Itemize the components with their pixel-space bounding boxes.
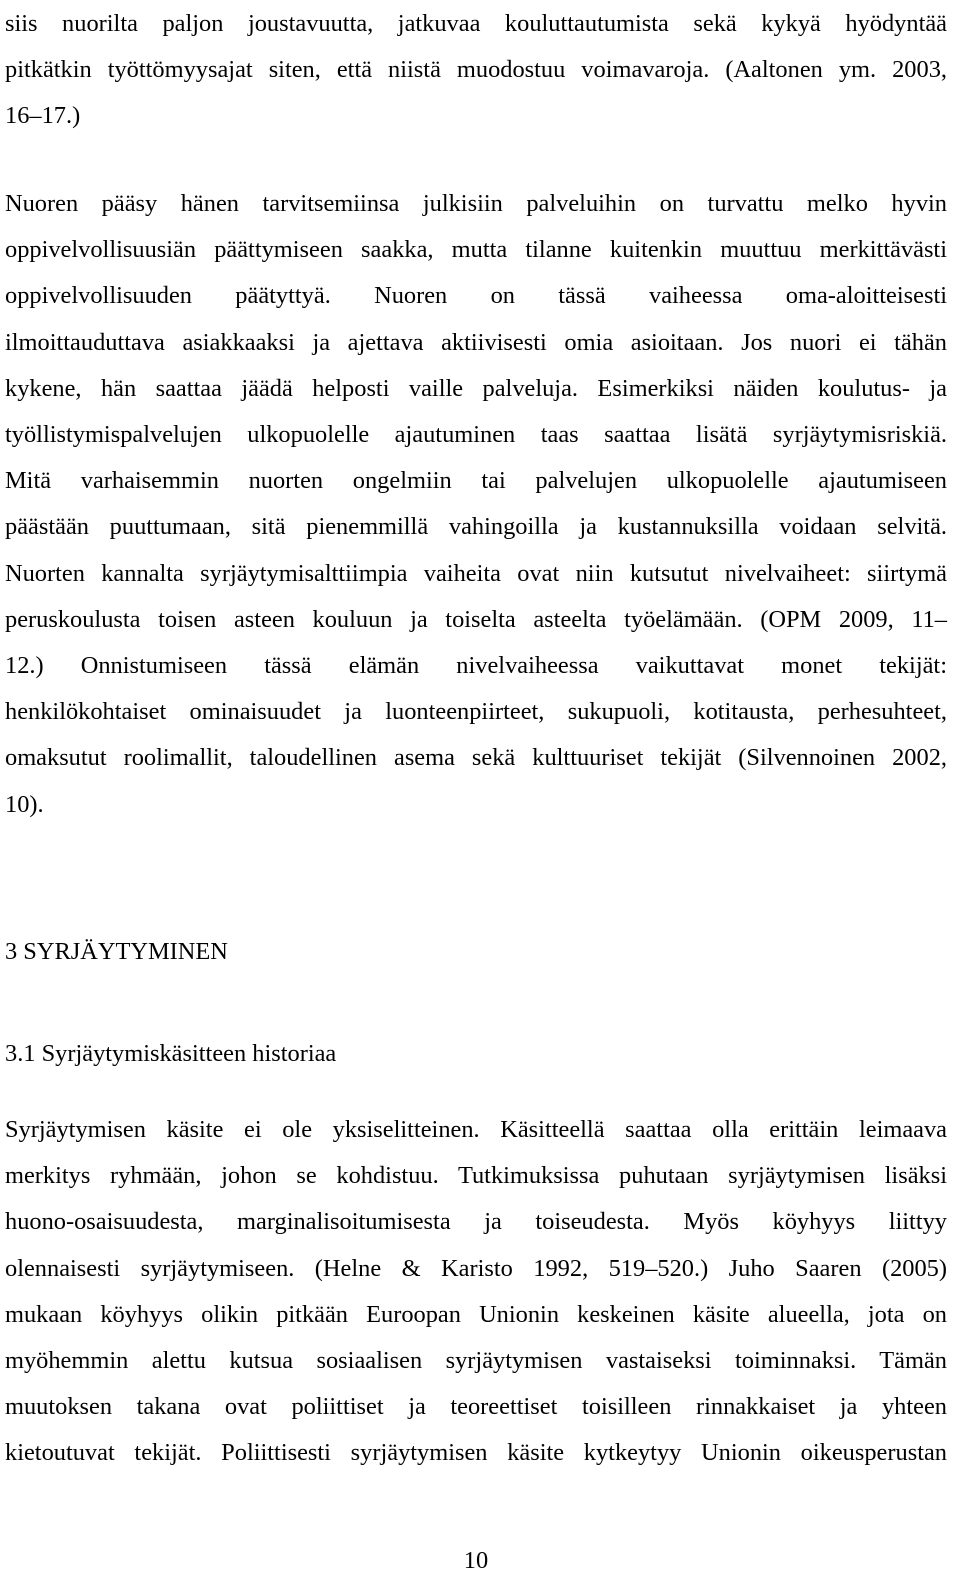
paragraph-line: Mitä varhaisemmin nuorten ongelmiin tai palvelujen ulkopuolelle ajautumiseen [5, 467, 947, 495]
paragraph-line: omaksutut roolimallit, taloudellinen asema sekä kulttuuriset tekijät (Silvennoinen 2002, [5, 744, 947, 772]
paragraph-line: Nuoren pääsy hänen tarvitsemiinsa julkisiin palveluihin on turvattu melko hyvin [5, 190, 947, 217]
paragraph-line: pitkätkin työttömyysajat siten, että niistä muodostuu voimavaroja. (Aaltonen ym. 2003, [5, 56, 947, 84]
chapter-heading: 3 SYRJÄYTYMINEN [5, 938, 228, 965]
paragraph-line: olennaisesti syrjäytymiseen. (Helne & Karisto 1992, 519–520.) Juho Saaren (2005) [5, 1254, 947, 1282]
paragraph-1 [5, 1, 947, 140]
paragraph-2 [5, 181, 947, 828]
paragraph-line: oppivelvollisuuden päätyttyä. Nuoren on tässä vaiheessa oma-aloitteisesti [5, 282, 947, 310]
paragraph-line: muutoksen takana ovat poliittiset ja teoreettiset toisilleen rinnakkaiset ja yhteen [5, 1393, 947, 1421]
paragraph-line: 16–17.) [5, 102, 81, 130]
paragraph-line: päästään puuttumaan, sitä pienemmillä vahingoilla ja kustannuksilla voidaan selvitä. [5, 513, 947, 541]
paragraph-line: 10). [5, 790, 44, 818]
page-number: 10 [463, 1547, 489, 1574]
paragraph-line: työllistymispalvelujen ulkopuolelle ajautuminen taas saattaa lisätä syrjäytymisriskiä. [5, 421, 947, 449]
paragraph-line: kykene, hän saattaa jäädä helposti vaille palveluja. Esimerkiksi näiden koulutus- ja [5, 374, 947, 402]
paragraph-line: mukaan köyhyys olikin pitkään Euroopan Unionin keskeinen käsite alueella, jota on [5, 1300, 947, 1328]
paragraph-line: Nuorten kannalta syrjäytymisalttiimpia vaiheita ovat niin kutsutut nivelvaiheet: siirtymä [5, 559, 947, 587]
paragraph-line: Syrjäytymisen käsite ei ole yksiselitteinen. Käsitteellä saattaa olla erittäin leimaava [5, 1116, 947, 1143]
paragraph-line: myöhemmin alettu kutsua sosiaalisen syrjäytymisen vastaiseksi toiminnaksi. Tämän [5, 1347, 947, 1375]
paragraph-line: henkilökohtaiset ominaisuudet ja luonteenpiirteet, sukupuoli, kotitausta, perhesuhteet, [5, 698, 947, 726]
paragraph-line: ilmoittauduttava asiakkaaksi ja ajettava aktiivisesti omia asioitaan. Jos nuori ei tähän [5, 328, 947, 356]
section-heading: 3.1 Syrjäytymiskäsitteen historiaa [5, 1040, 337, 1067]
paragraph-line: merkitys ryhmään, johon se kohdistuu. Tutkimuksissa puhutaan syrjäytymisen lisäksi [5, 1162, 947, 1190]
paragraph-line: kietoutuvat tekijät. Poliittisesti syrjäytymisen käsite kytkeytyy Unionin oikeusperustan [5, 1439, 947, 1467]
paragraph-line: peruskoulusta toisen asteen kouluun ja toiselta asteelta työelämään. (OPM 2009, 11– [5, 605, 947, 633]
paragraph-line: huono-osaisuudesta, marginalisoitumisesta ja toiseudesta. Myös köyhyys liittyy [5, 1208, 947, 1236]
paragraph-3 [5, 1107, 947, 1477]
paragraph-line: 12.) Onnistumiseen tässä elämän nivelvaiheessa vaikuttavat monet tekijät: [5, 652, 947, 680]
paragraph-line: siis nuorilta paljon joustavuutta, jatkuvaa kouluttautumista sekä kykyä hyödyntää [5, 10, 947, 37]
paragraph-line: oppivelvollisuusiän päättymiseen saakka, mutta tilanne kuitenkin muuttuu merkittävästi [5, 236, 947, 264]
